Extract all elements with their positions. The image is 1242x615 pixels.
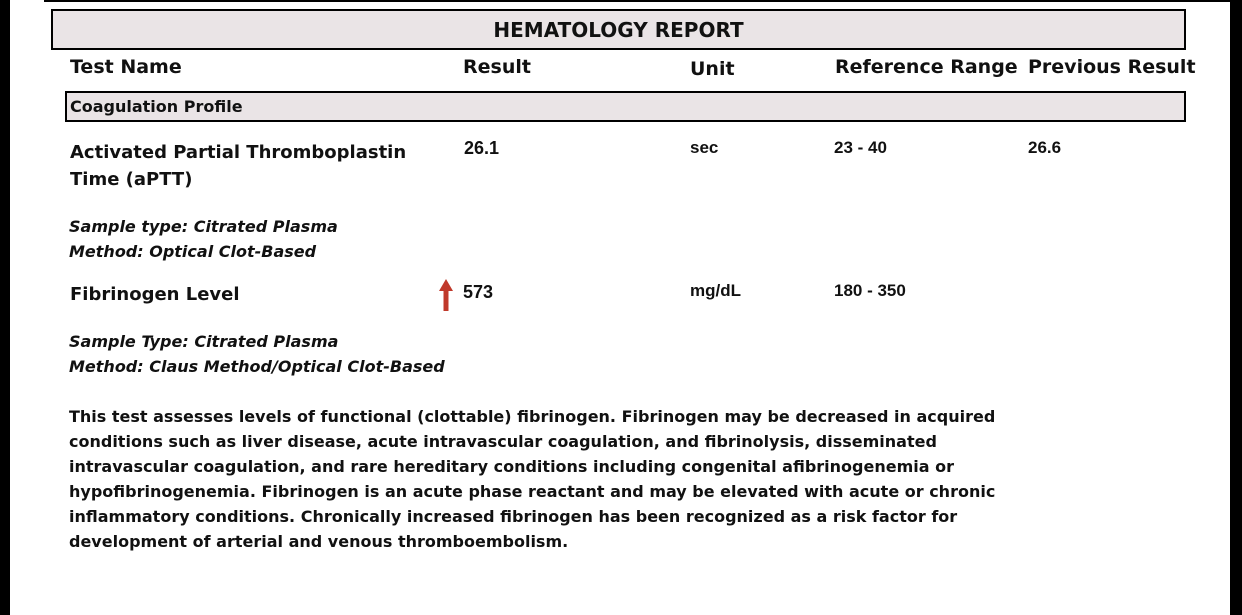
- column-header-previous-result: Previous Result: [1028, 56, 1196, 78]
- result-fibrinogen: 573: [463, 282, 494, 302]
- top-rule: [44, 0, 1230, 2]
- column-header-reference-range: Reference Range: [835, 56, 1018, 78]
- up-arrow-icon: [439, 279, 453, 311]
- section-header: [65, 91, 1186, 122]
- section-title: Coagulation Profile: [70, 97, 243, 116]
- test-name-aptt: [70, 139, 410, 193]
- report-title-bar: [51, 9, 1186, 50]
- report-page: [10, 0, 1230, 615]
- test-name-line: Time (aPTT): [70, 169, 193, 190]
- sample-type-fibrinogen: Sample Type: Citrated Plasma: [69, 332, 339, 351]
- reference-range-fibrinogen: 180 - 350: [834, 281, 906, 300]
- test-name-fibrinogen: Fibrinogen Level: [70, 284, 240, 305]
- report-title: HEMATOLOGY REPORT: [493, 17, 744, 42]
- column-header-result: Result: [463, 56, 531, 78]
- result-aptt: 26.1: [464, 138, 500, 158]
- column-header-test-name: Test Name: [70, 56, 182, 78]
- test-name-line: Activated Partial Thromboplastin: [70, 142, 407, 163]
- reference-range-aptt: 23 - 40: [834, 138, 887, 157]
- unit-fibrinogen: mg/dL: [690, 281, 741, 300]
- method-aptt: Method: Optical Clot-Based: [69, 242, 317, 261]
- unit-aptt: sec: [690, 138, 719, 157]
- method-fibrinogen: Method: Claus Method/Optical Clot-Based: [69, 357, 445, 376]
- previous-result-aptt: 26.6: [1028, 138, 1062, 157]
- interpretation-note: This test assesses levels of functional (clottable) fibrinogen. Fibrinogen may be decreased in acquired conditions such as liver disease, acute intravascular coagulation, and fibrinolysis, disseminated intravascular coagulation, and rare hereditary conditions including congenital afibrinogenemia or hypofibrinogenemia. Fibrinogen is an acute phase reactant and may be elevated with acute or chronic inflammatory conditions. Chronically increased fibrinogen has been recognized as a risk factor for development of arterial and venous thromboembolism.: [69, 407, 996, 551]
- column-header-unit: Unit: [690, 58, 735, 80]
- sample-type-aptt: Sample type: Citrated Plasma: [69, 217, 338, 236]
